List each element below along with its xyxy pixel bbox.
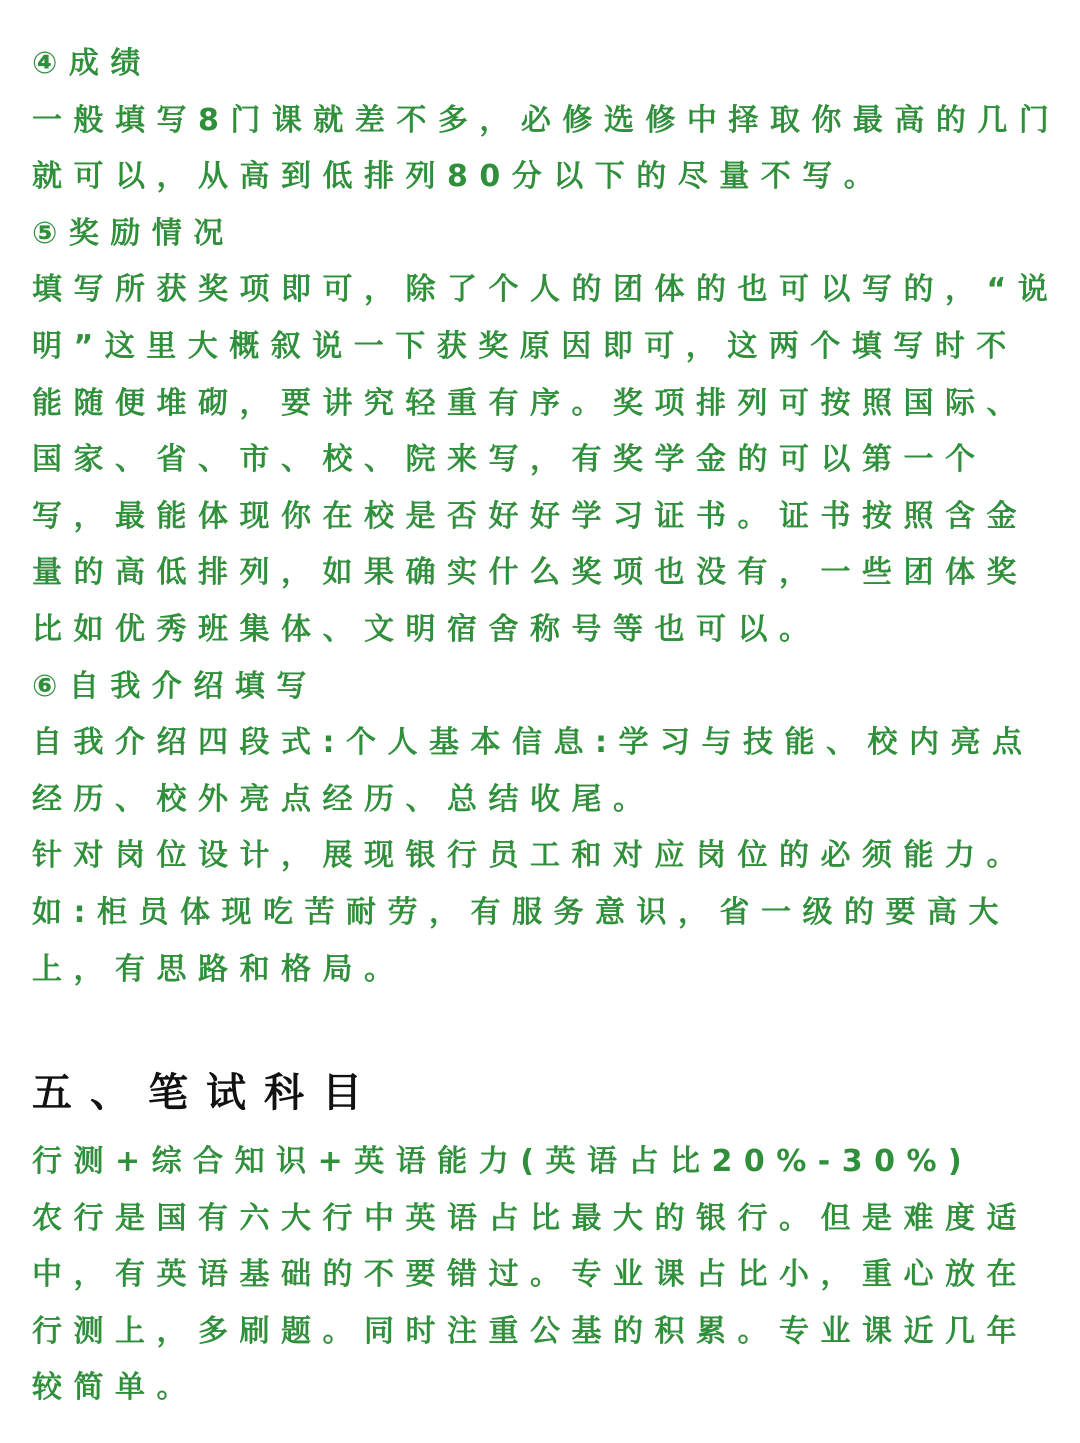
awards-heading: ⑤奖励情况 xyxy=(32,215,235,251)
exam-line: 行测+综合知识+英语能力(英语占比20%-30%) xyxy=(32,1144,974,1180)
exam-line: 较简单。 xyxy=(32,1370,198,1406)
self-intro-line: 针对岗位设计，展现银行员工和对应岗位的必须能力。 xyxy=(32,838,1028,874)
document-page xyxy=(32,36,1061,1417)
exam-section-title: 五、笔试科目 xyxy=(32,1070,380,1117)
exam-line: 农行是国有六大行中英语占比最大的银行。但是难度适 xyxy=(32,1200,1028,1236)
self-intro-heading: ⑥自我介绍填写 xyxy=(32,668,318,704)
self-intro-line: 自我介绍四段式:个人基本信息:学习与技能、校内亮点 xyxy=(32,725,1034,761)
section-spacer xyxy=(32,998,1052,1060)
exam-line: 中，有英语基础的不要错过。专业课占比小，重心放在 xyxy=(32,1257,1028,1293)
self-intro-line: 上，有思路和格局。 xyxy=(32,951,406,987)
grades-line: 一般填写8门课就差不多，必修选修中择取你最高的几门 xyxy=(32,102,1061,138)
awards-line: 明”这里大概叙说一下获奖原因即可，这两个填写时不 xyxy=(32,328,1018,364)
self-intro-line: 经历、校外亮点经历、总结收尾。 xyxy=(32,781,655,817)
self-intro-line: 如:柜员体现吃苦耐劳，有服务意识，省一级的要高大 xyxy=(32,894,1010,930)
awards-line: 比如优秀班集体、文明宿舍称号等也可以。 xyxy=(32,611,821,647)
awards-line: 写，最能体现你在校是否好好学习证书。证书按照含金 xyxy=(32,498,1028,534)
exam-line: 行测上，多刷题。同时注重公基的积累。专业课近几年 xyxy=(32,1313,1028,1349)
awards-line: 国家、省、市、校、院来写，有奖学金的可以第一个 xyxy=(32,442,987,478)
grades-line: 就可以，从高到低排列80分以下的尽量不写。 xyxy=(32,159,886,195)
grades-heading: ④成绩 xyxy=(32,46,152,81)
awards-line: 能随便堆砌，要讲究轻重有序。奖项排列可按照国际、 xyxy=(32,385,1028,421)
awards-line: 量的高低排列，如果确实什么奖项也没有，一些团体奖 xyxy=(32,555,1028,591)
awards-line: 填写所获奖项即可，除了个人的团体的也可以写的，“说 xyxy=(32,272,1060,308)
